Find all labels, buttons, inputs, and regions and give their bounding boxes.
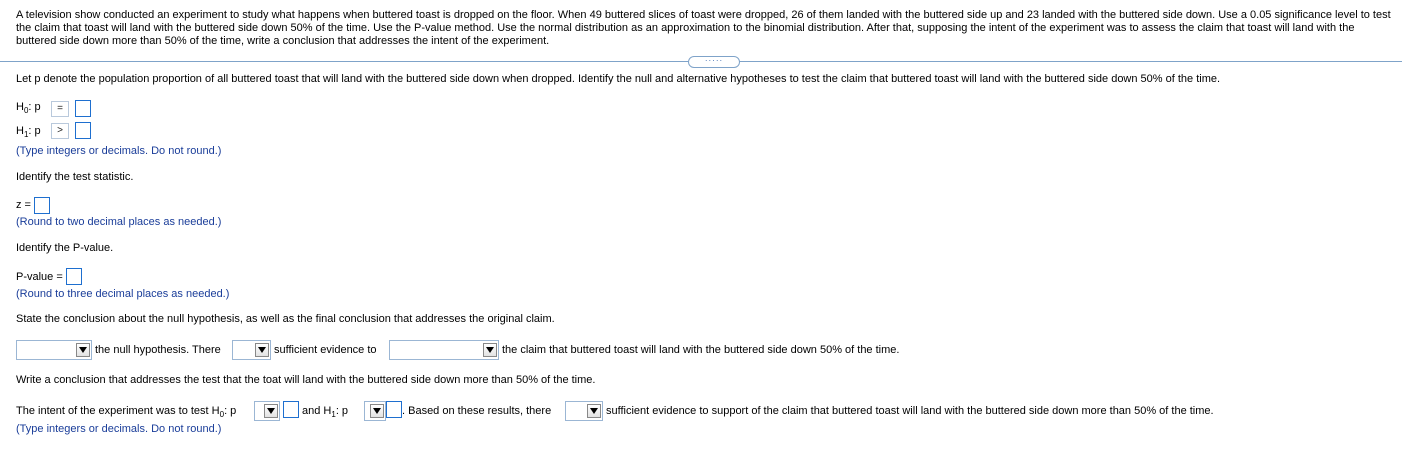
conclusion-prompt: State the conclusion about the null hypothesis, as well as the final conclusion that addresses the original claim. bbox=[16, 313, 555, 325]
intent-h1-value-input[interactable] bbox=[386, 401, 402, 418]
intent-text-4: sufficient evidence to support of the claim that buttered toast will land with the buttered side down more than 50% of the time. bbox=[606, 405, 1214, 417]
chevron-down-icon bbox=[483, 343, 497, 357]
z-label: z = bbox=[16, 199, 31, 211]
expand-button[interactable]: ····· bbox=[688, 56, 740, 68]
p-value-hint: (Round to three decimal places as needed.) bbox=[16, 288, 230, 300]
chevron-down-icon bbox=[264, 404, 278, 418]
intent-prompt: Write a conclusion that addresses the test that the toat will land with the buttered side down more than 50% of the time. bbox=[16, 374, 596, 386]
intent-h0-operator-dropdown[interactable] bbox=[254, 401, 280, 421]
p-value-input[interactable] bbox=[66, 268, 82, 285]
test-statistic-prompt: Identify the test statistic. bbox=[16, 171, 134, 183]
problem-statement: A television show conducted an experiment to study what happens when buttered toast is dropped on the floor. When 49 buttered slices of toast were dropped, 26 of them landed with the buttered side up and 23 landed with the buttered side down. Use a 0.05 significance level to test the claim that toast will land with the buttered side down 50% of the time. Use the P-value method. Use the normal distribution as an approximation to the binomial distribution. After that, supposing the intent of the experiment was to assess the claim that toast will land with the buttered side down more than 50% of the time, write a conclusion that addresses the intent of the experiment. bbox=[16, 9, 1391, 47]
conclusion-text-2: sufficient evidence to bbox=[274, 344, 377, 356]
h0-value-input[interactable] bbox=[75, 100, 91, 117]
intent-text-2: and $H_1$: p bbox=[302, 405, 349, 419]
conclusion-text-1: the null hypothesis. There bbox=[95, 344, 221, 356]
z-input[interactable] bbox=[34, 197, 50, 214]
p-value-label: P-value = bbox=[16, 271, 63, 283]
chevron-down-icon bbox=[370, 404, 384, 418]
h1-value-input[interactable] bbox=[75, 122, 91, 139]
p-value-prompt: Identify the P-value. bbox=[16, 242, 114, 254]
intent-text-1: The intent of the experiment was to test $H_0$: p bbox=[16, 405, 237, 419]
conclusion-text-3: the claim that buttered toast will land with the buttered side down 50% of the time. bbox=[502, 344, 900, 356]
hypotheses-hint: (Type integers or decimals. Do not round.) bbox=[16, 145, 222, 157]
z-hint: (Round to two decimal places as needed.) bbox=[16, 216, 222, 228]
chevron-down-icon bbox=[255, 343, 269, 357]
chevron-down-icon bbox=[587, 404, 601, 418]
chevron-down-icon bbox=[76, 343, 90, 357]
h1-label: $H_1$: p bbox=[16, 125, 41, 139]
question-intro: Let p denote the population proportion of all buttered toast that will land with the buttered side down when dropped. Identify the null and alternative hypotheses to test the claim that buttered toast will land with the buttered side down 50% of the time. bbox=[16, 73, 1221, 85]
h1-operator-dropdown[interactable]: > bbox=[51, 123, 69, 139]
evidence-dropdown[interactable] bbox=[232, 340, 271, 360]
intent-hint: (Type integers or decimals. Do not round.) bbox=[16, 423, 222, 435]
reject-decision-dropdown[interactable] bbox=[16, 340, 92, 360]
intent-h1-operator-dropdown[interactable] bbox=[364, 401, 386, 421]
h0-operator-dropdown[interactable]: = bbox=[51, 101, 69, 117]
claim-action-dropdown[interactable] bbox=[389, 340, 499, 360]
intent-h0-value-input[interactable] bbox=[283, 401, 299, 418]
h0-label: $H_0$: p bbox=[16, 101, 41, 115]
intent-evidence-dropdown[interactable] bbox=[565, 401, 603, 421]
intent-text-3: . Based on these results, there bbox=[402, 405, 552, 417]
